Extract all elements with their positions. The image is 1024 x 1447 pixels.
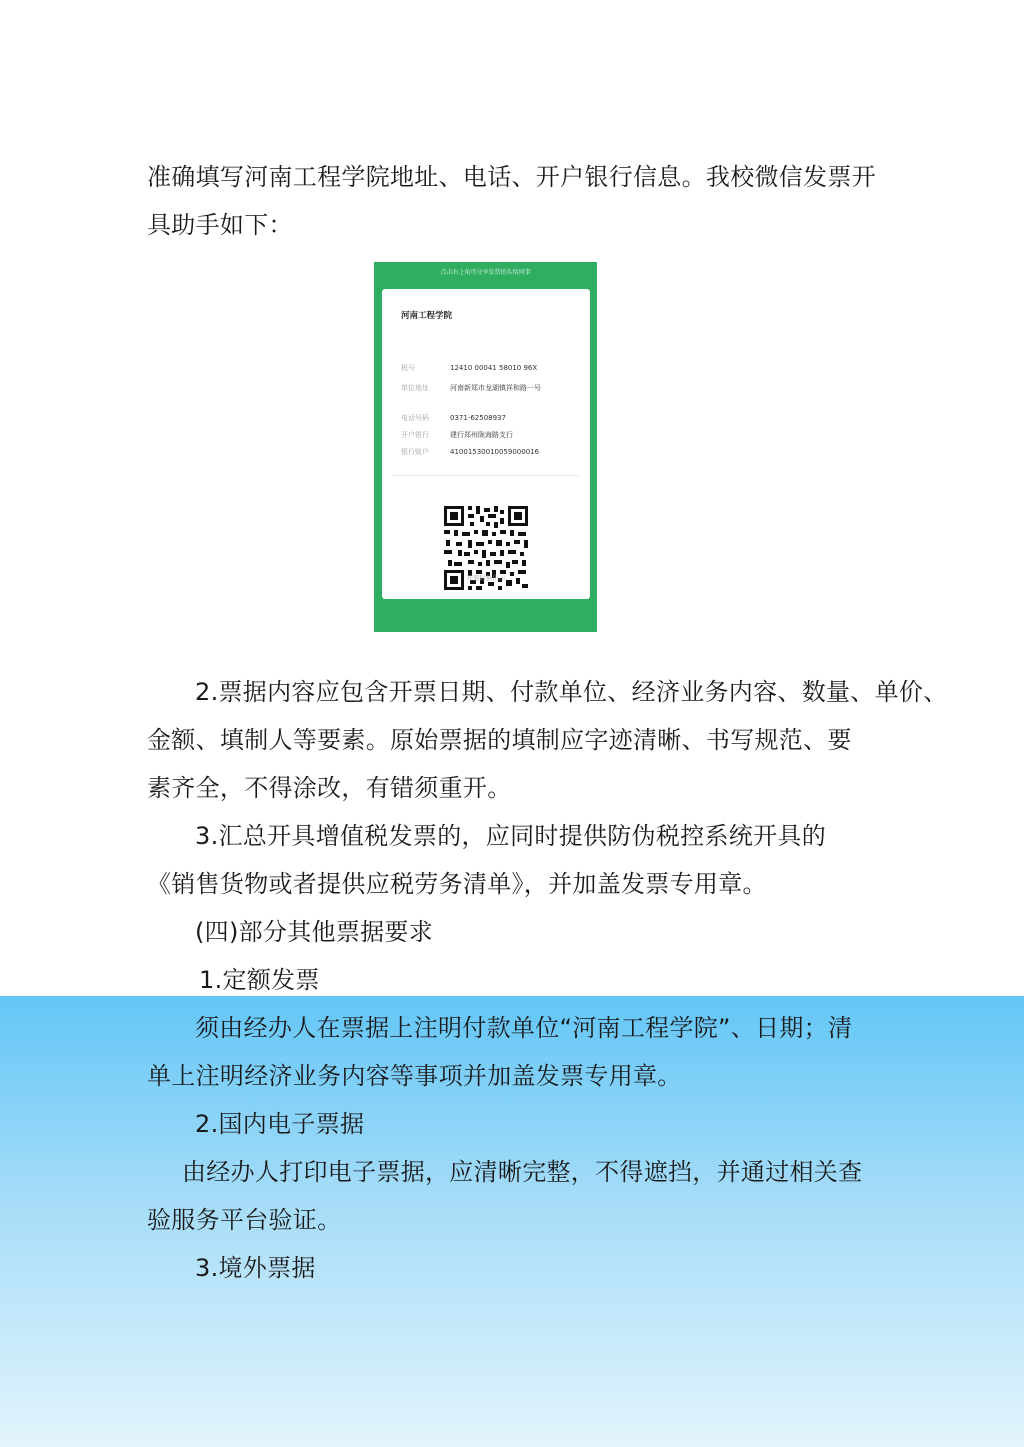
row-value: 建行郑州陇海路支行 [450,431,513,439]
row-label: 电话号码 [401,414,429,422]
row-label: 单位地址 [401,384,429,392]
row-value: 河南新郑市龙湖镇祥和路一号 [450,384,541,392]
paragraph-line: 由经办人打印电子票据，应清晰完整，不得遮挡，并通过相关查 [182,1158,863,1186]
row-label: 开户银行 [401,431,429,439]
paragraph-line: 2.票据内容应包含开票日期、付款单位、经济业务内容、数量、单价、 [195,678,948,706]
card-divider [392,475,580,476]
paragraph-line: 素齐全，不得涂改，有错须重开。 [147,774,512,802]
invoice-row-bank [401,430,513,440]
invoice-row-account [401,447,539,457]
paragraph-line: 具助手如下： [147,211,293,239]
section-heading: (四)部分其他票据要求 [195,918,434,946]
row-label: 银行账户 [401,448,429,456]
paragraph-line: 单上注明经济业务内容等事项并加盖发票专用章。 [147,1062,682,1090]
invoice-row-phone [401,413,506,423]
invoice-row-tax-id [401,363,537,373]
paragraph-line: 验服务平台验证。 [147,1206,342,1234]
invoice-helper-screenshot [374,262,597,632]
subsection-heading: 3.境外票据 [195,1254,316,1282]
invoice-company-name: 河南工程学院 [401,311,453,321]
share-hint: 点击右上角可分享发票抬头给同事 [440,269,531,276]
qr-caption: 开票时候出示 [466,574,506,582]
row-label: 税号 [401,364,415,372]
subsection-heading: 2.国内电子票据 [195,1110,365,1138]
row-value: 41001530010059000016 [450,448,540,456]
invoice-row-address [401,383,541,393]
row-value: 0371-62508937 [450,414,506,422]
invoice-title-card [382,289,590,599]
paragraph-line: 《销售货物或者提供应税劳务清单》，并加盖发票专用章。 [147,870,767,898]
paragraph-line: 须由经办人在票据上注明付款单位“河南工程学院”、日期；清 [195,1014,853,1042]
row-value: 12410 00041 58010 96X [450,364,538,372]
paragraph-line: 准确填写河南工程学院地址、电话、开户银行信息。我校微信发票开 [147,163,876,191]
paragraph-line: 金额、填制人等要素。原始票据的填制应字迹清晰、书写规范、要 [147,726,852,754]
subsection-heading: 1.定额发票 [199,966,320,994]
paragraph-line: 3.汇总开具增值税发票的，应同时提供防伪税控系统开具的 [195,822,826,850]
